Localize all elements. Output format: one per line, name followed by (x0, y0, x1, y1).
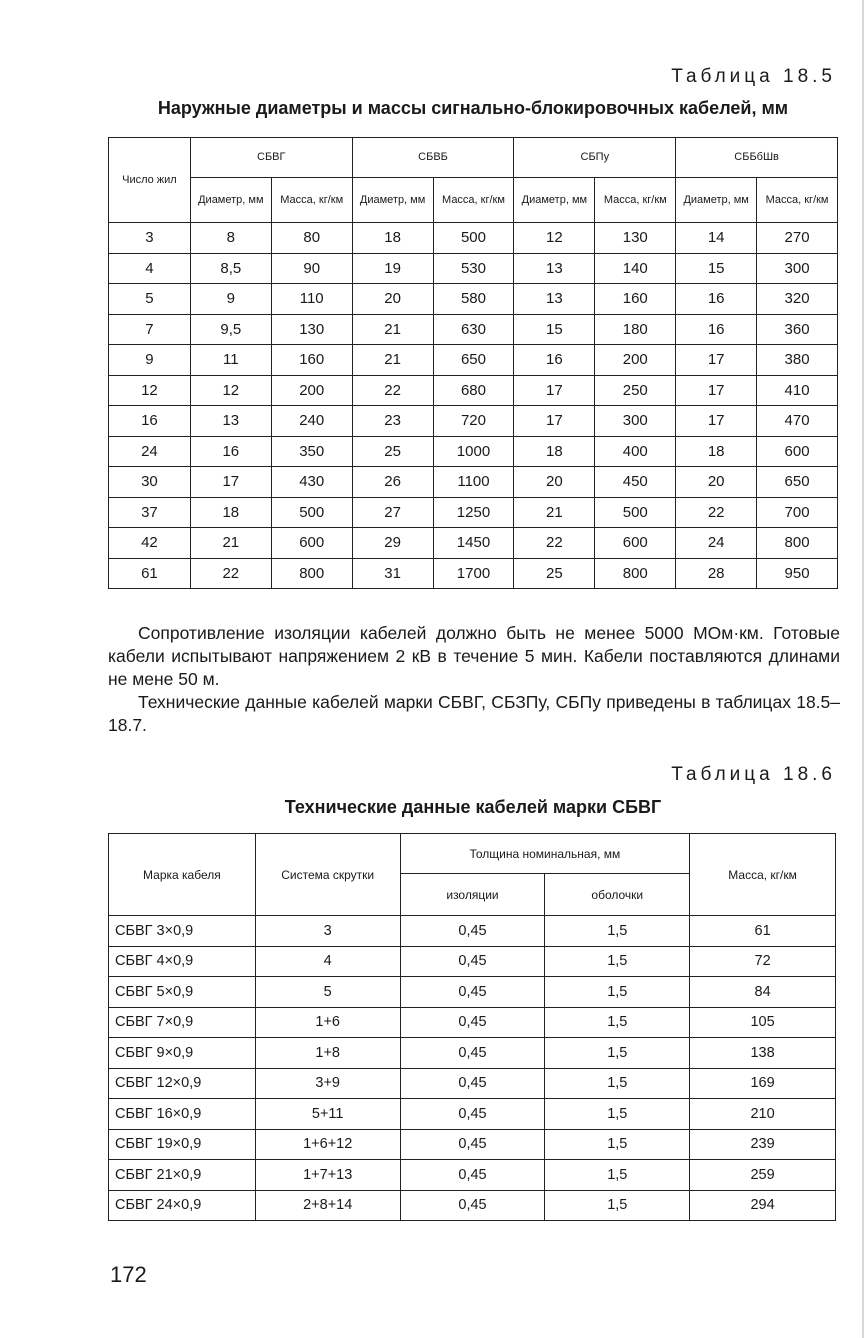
table-cell: 5 (109, 284, 191, 315)
table-cell: 19 (352, 253, 433, 284)
table-cell: 1,5 (545, 1160, 690, 1191)
table-cell: 720 (433, 406, 514, 437)
table-cell: 31 (352, 558, 433, 589)
table-cell: 580 (433, 284, 514, 315)
table-cell: 5+11 (255, 1099, 400, 1130)
table-row (109, 375, 838, 406)
table-row (109, 1160, 836, 1191)
table-cell: 4 (109, 253, 191, 284)
table-cell: 25 (352, 436, 433, 467)
table-cell: 17 (190, 467, 271, 498)
table-cell: 300 (595, 406, 676, 437)
table-cell: 61 (690, 916, 836, 947)
paragraph-text: Технические данные кабелей марки СБВГ, СБЗПу, СБПу приведены в таблицах 18.5–18.7. (108, 692, 840, 735)
table-cell: 500 (433, 223, 514, 254)
diameter-header: Диаметр, мм (352, 178, 433, 223)
table-cell: 20 (514, 467, 595, 498)
table-cell: 130 (271, 314, 352, 345)
table-row (109, 1129, 836, 1160)
paragraph-text: Сопротивление изоляции кабелей должно быть не менее 5000 МОм·км. Готовые кабели испытывают напряжением 2 кВ в течение 5 мин. Кабели поставляются длинами не мене 50 м. (108, 623, 840, 689)
diameter-header: Диаметр, мм (514, 178, 595, 223)
table-cell: 680 (433, 375, 514, 406)
twist-header: Система скрутки (255, 834, 400, 916)
table-cell: 950 (757, 558, 838, 589)
table-cell: 169 (690, 1068, 836, 1099)
table-cell: 140 (595, 253, 676, 284)
table-cell: 1,5 (545, 1129, 690, 1160)
insulation-header: изоляции (400, 874, 545, 916)
table-row (109, 436, 838, 467)
table-row (109, 497, 838, 528)
mark-header: Марка кабеля (109, 834, 256, 916)
table-cell: СБВГ 4×0,9 (109, 946, 256, 977)
table-cell: 30 (109, 467, 191, 498)
table-row (109, 1007, 836, 1038)
table-cell: 8 (190, 223, 271, 254)
table-cell: 90 (271, 253, 352, 284)
table-cell: 294 (690, 1190, 836, 1221)
table-cell: 13 (514, 253, 595, 284)
table-cell: СБВГ 12×0,9 (109, 1068, 256, 1099)
table-cell: 42 (109, 528, 191, 559)
table-cell: 12 (514, 223, 595, 254)
table-cell: 400 (595, 436, 676, 467)
table-cell: 800 (757, 528, 838, 559)
table-cell: 8,5 (190, 253, 271, 284)
table-cell: 17 (514, 375, 595, 406)
table-cell: 500 (271, 497, 352, 528)
table-cell: 700 (757, 497, 838, 528)
table-cell: 17 (676, 345, 757, 376)
mass-header: Масса, кг/км (690, 834, 836, 916)
table-cell: 1,5 (545, 1068, 690, 1099)
table-cell: 9,5 (190, 314, 271, 345)
table-row (109, 1068, 836, 1099)
table-cell: СБВГ 5×0,9 (109, 977, 256, 1008)
table-row (109, 284, 838, 315)
table-cell: 650 (757, 467, 838, 498)
core-count-header: Число жил (109, 138, 191, 223)
table-cell: 0,45 (400, 1068, 545, 1099)
table1-number: Таблица 18.5 (671, 66, 836, 87)
table-cell: 21 (352, 345, 433, 376)
table-cell: 21 (352, 314, 433, 345)
table-cell: 0,45 (400, 916, 545, 947)
table-cell: 1+7+13 (255, 1160, 400, 1191)
table-cell: 12 (109, 375, 191, 406)
table-cell: 1,5 (545, 977, 690, 1008)
table-row (109, 946, 836, 977)
table-cell: 2+8+14 (255, 1190, 400, 1221)
table-cell: 410 (757, 375, 838, 406)
table-cell: 27 (352, 497, 433, 528)
table-cell: 21 (514, 497, 595, 528)
table-row (109, 1190, 836, 1221)
table-cell: 1,5 (545, 1099, 690, 1130)
table-cell: 240 (271, 406, 352, 437)
table-cell: 380 (757, 345, 838, 376)
table-cell: 200 (271, 375, 352, 406)
table-cell: 15 (514, 314, 595, 345)
table-cell: 130 (595, 223, 676, 254)
table-cell: 16 (514, 345, 595, 376)
table-cell: 180 (595, 314, 676, 345)
table-cell: 20 (676, 467, 757, 498)
table-cell: 9 (109, 345, 191, 376)
table-cell: 17 (514, 406, 595, 437)
table-cell: 1250 (433, 497, 514, 528)
table-cell: 18 (676, 436, 757, 467)
table-cell: 12 (190, 375, 271, 406)
table-cell: 470 (757, 406, 838, 437)
table-cell: 72 (690, 946, 836, 977)
table-cell: 600 (271, 528, 352, 559)
table-cell: 350 (271, 436, 352, 467)
table-cell: 138 (690, 1038, 836, 1069)
mass-header: Масса, кг/км (757, 178, 838, 223)
table-cell: 600 (595, 528, 676, 559)
table-cell: 1,5 (545, 1007, 690, 1038)
table-cell: 0,45 (400, 946, 545, 977)
table-cell: 1450 (433, 528, 514, 559)
diameter-header: Диаметр, мм (190, 178, 271, 223)
table-cell: 250 (595, 375, 676, 406)
table-cell: 270 (757, 223, 838, 254)
table-cell: 0,45 (400, 1038, 545, 1069)
paragraph-reference (108, 691, 840, 737)
table-cell: 320 (757, 284, 838, 315)
table-cell: 530 (433, 253, 514, 284)
thickness-header: Толщина номинальная, мм (400, 834, 690, 874)
table-row (109, 345, 838, 376)
table2 (108, 833, 836, 1221)
table-cell: 0,45 (400, 1190, 545, 1221)
page-number: 172 (110, 1262, 147, 1287)
table-cell: 1700 (433, 558, 514, 589)
table-cell: 600 (757, 436, 838, 467)
table-cell: 14 (676, 223, 757, 254)
table-cell: 800 (271, 558, 352, 589)
table-cell: 110 (271, 284, 352, 315)
table-cell: 1+8 (255, 1038, 400, 1069)
table-cell: 1+6 (255, 1007, 400, 1038)
table-cell: 5 (255, 977, 400, 1008)
group-header-sbvb: СБВБ (352, 138, 514, 178)
table-cell: 3 (109, 223, 191, 254)
table-cell: 1,5 (545, 1190, 690, 1221)
table-cell: 1100 (433, 467, 514, 498)
table-cell: 4 (255, 946, 400, 977)
table-cell: 21 (190, 528, 271, 559)
table-cell: СБВГ 9×0,9 (109, 1038, 256, 1069)
table-cell: 29 (352, 528, 433, 559)
table-cell: 22 (352, 375, 433, 406)
table-row (109, 1099, 836, 1130)
sheath-header: оболочки (545, 874, 690, 916)
table-cell: 18 (352, 223, 433, 254)
table-cell: 630 (433, 314, 514, 345)
table-cell: 1,5 (545, 946, 690, 977)
table-cell: 160 (595, 284, 676, 315)
table-cell: СБВГ 3×0,9 (109, 916, 256, 947)
table-cell: 22 (676, 497, 757, 528)
table-cell: СБВГ 21×0,9 (109, 1160, 256, 1191)
table-cell: 105 (690, 1007, 836, 1038)
table-row (109, 528, 838, 559)
table-cell: 450 (595, 467, 676, 498)
table2-number: Таблица 18.6 (671, 764, 836, 785)
table-cell: 210 (690, 1099, 836, 1130)
table-cell: 61 (109, 558, 191, 589)
table-cell: 300 (757, 253, 838, 284)
table-row (109, 253, 838, 284)
table-cell: 200 (595, 345, 676, 376)
table-cell: 13 (190, 406, 271, 437)
table-cell: 16 (676, 314, 757, 345)
table-cell: 1,5 (545, 1038, 690, 1069)
table-cell: 239 (690, 1129, 836, 1160)
table-row (109, 314, 838, 345)
table-cell: 23 (352, 406, 433, 437)
mass-header: Масса, кг/км (271, 178, 352, 223)
table-cell: 24 (676, 528, 757, 559)
table-cell: 3+9 (255, 1068, 400, 1099)
table-cell: 16 (676, 284, 757, 315)
table-cell: 500 (595, 497, 676, 528)
table-cell: СБВГ 24×0,9 (109, 1190, 256, 1221)
table1-title: Наружные диаметры и массы сигнально-блокировочных кабелей, мм (157, 98, 789, 118)
table-row (109, 977, 836, 1008)
table-cell: 0,45 (400, 977, 545, 1008)
table-cell: 22 (190, 558, 271, 589)
group-header-sbvg: СБВГ (190, 138, 352, 178)
table-row (109, 223, 838, 254)
table-row (109, 1038, 836, 1069)
table-cell: 7 (109, 314, 191, 345)
table-cell: 25 (514, 558, 595, 589)
table-cell: 17 (676, 375, 757, 406)
table-cell: 20 (352, 284, 433, 315)
table-cell: 28 (676, 558, 757, 589)
table-cell: СБВГ 7×0,9 (109, 1007, 256, 1038)
table-cell: 0,45 (400, 1099, 545, 1130)
table-cell: 16 (109, 406, 191, 437)
table-row (109, 916, 836, 947)
table-cell: 26 (352, 467, 433, 498)
table-cell: 1,5 (545, 916, 690, 947)
table-cell: 0,45 (400, 1129, 545, 1160)
group-header-sbpu: СБПу (514, 138, 676, 178)
table-cell: 24 (109, 436, 191, 467)
table-cell: 18 (190, 497, 271, 528)
table-cell: 22 (514, 528, 595, 559)
table-row (109, 467, 838, 498)
table-cell: 259 (690, 1160, 836, 1191)
mass-header: Масса, кг/км (595, 178, 676, 223)
table-row (109, 406, 838, 437)
table-cell: 11 (190, 345, 271, 376)
table-cell: 18 (514, 436, 595, 467)
table-cell: 9 (190, 284, 271, 315)
table-cell: СБВГ 16×0,9 (109, 1099, 256, 1130)
table-cell: 80 (271, 223, 352, 254)
table-cell: 84 (690, 977, 836, 1008)
table-cell: 15 (676, 253, 757, 284)
paragraph-insulation (108, 622, 840, 691)
diameter-header: Диаметр, мм (676, 178, 757, 223)
table-cell: 430 (271, 467, 352, 498)
page-edge-line (862, 0, 864, 1338)
table-cell: 1+6+12 (255, 1129, 400, 1160)
table-cell: 800 (595, 558, 676, 589)
table-cell: 37 (109, 497, 191, 528)
table-cell: 3 (255, 916, 400, 947)
table-cell: 160 (271, 345, 352, 376)
table-cell: 650 (433, 345, 514, 376)
table-cell: СБВГ 19×0,9 (109, 1129, 256, 1160)
table-row (109, 558, 838, 589)
table2-title: Технические данные кабелей марки СБВГ (284, 797, 662, 817)
table-cell: 16 (190, 436, 271, 467)
table1 (108, 137, 838, 589)
mass-header: Масса, кг/км (433, 178, 514, 223)
group-header-sbbbshv: СББбШв (676, 138, 838, 178)
table-cell: 13 (514, 284, 595, 315)
table-cell: 17 (676, 406, 757, 437)
table-cell: 1000 (433, 436, 514, 467)
table-cell: 0,45 (400, 1160, 545, 1191)
table-cell: 0,45 (400, 1007, 545, 1038)
table-cell: 360 (757, 314, 838, 345)
